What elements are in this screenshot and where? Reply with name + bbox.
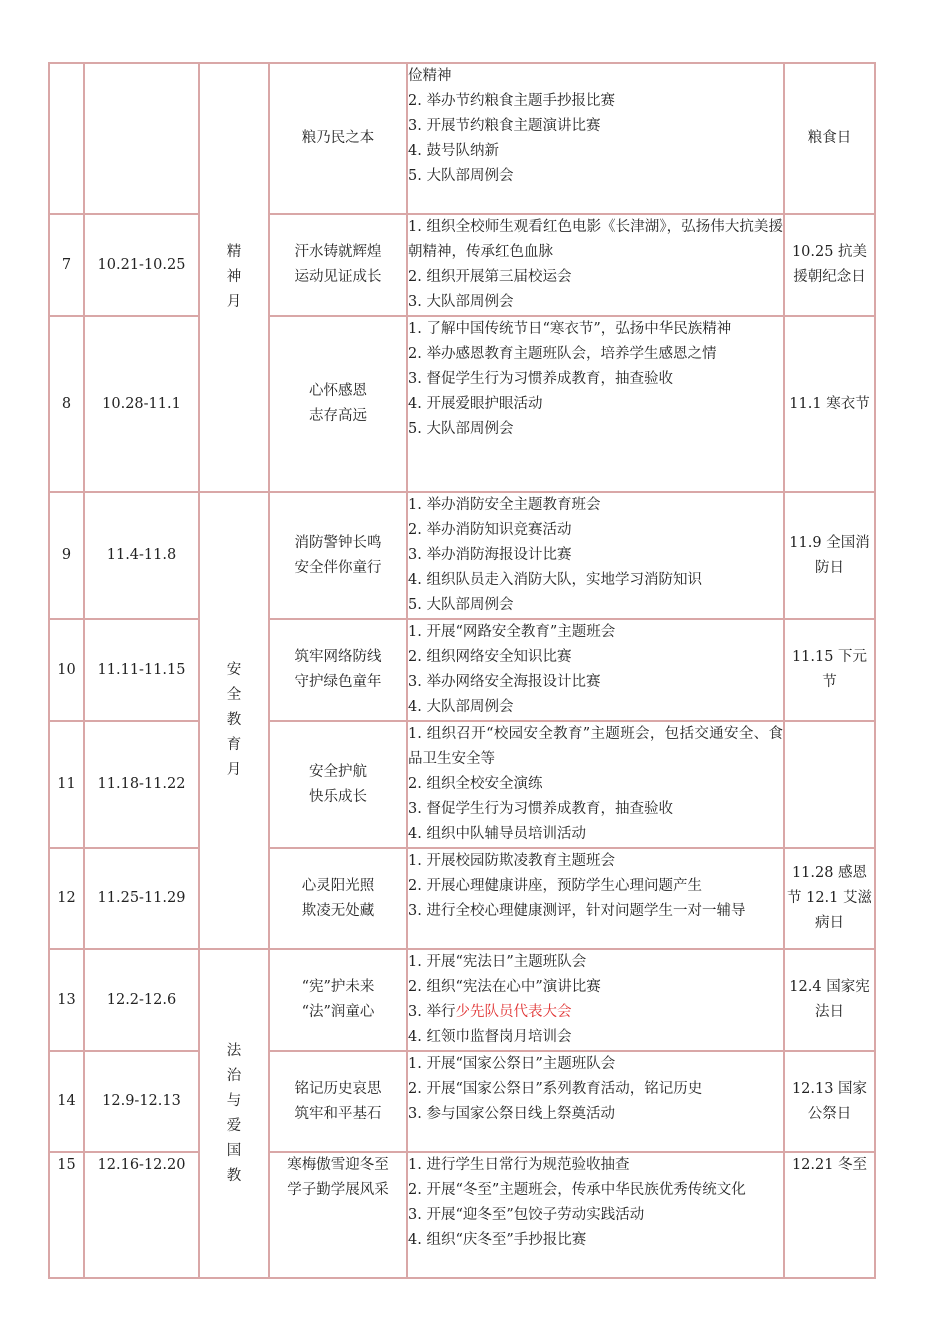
- activity-item: 5. 大队部周例会: [408, 421, 514, 437]
- table-row: [49, 949, 875, 1051]
- table-row: [49, 214, 875, 316]
- festival-cell: 12.4 国家宪法日: [784, 949, 875, 1051]
- month-char: 全: [226, 687, 242, 703]
- activity-item: 4. 红领巾监督岗月培训会: [408, 1029, 572, 1045]
- activity-item: 3. 举办消防海报设计比赛: [408, 547, 572, 563]
- date-range: 11.25-11.29: [84, 848, 199, 949]
- month-char: 神: [226, 269, 242, 285]
- festival-cell: 11.1 寒衣节: [784, 316, 875, 492]
- month-char: 治: [226, 1067, 242, 1084]
- festival-cell: 12.21 冬至: [784, 1152, 875, 1278]
- activity-theme: [269, 492, 407, 619]
- highlighted-text: 少先队员代表大会: [455, 1004, 572, 1020]
- month-char: 教: [226, 712, 242, 728]
- activity-theme: [269, 63, 407, 214]
- table-row: [49, 492, 875, 619]
- month-char: 国: [226, 1142, 242, 1159]
- month-char: 法: [226, 1042, 242, 1059]
- activity-theme: [269, 1152, 407, 1278]
- week-number: [49, 63, 84, 214]
- festival-cell: [784, 721, 875, 848]
- activity-item: 1. 开展“国家公祭日”主题班队会: [408, 1056, 616, 1072]
- date-range: 10.28-11.1: [84, 316, 199, 492]
- activity-item: 1. 举办消防安全主题教育班会: [408, 497, 601, 513]
- activity-theme: [269, 949, 407, 1051]
- theme-line: 快乐成长: [309, 788, 367, 805]
- activity-item: 3. 督促学生行为习惯养成教育，抽查验收: [408, 801, 673, 817]
- activity-item: 3. 督促学生行为习惯养成教育，抽查验收: [408, 371, 673, 387]
- table-row: [49, 848, 875, 949]
- activity-list: [407, 848, 784, 949]
- theme-line: 安全护航: [309, 763, 367, 780]
- activity-item: 3. 举办网络安全海报设计比赛: [408, 674, 601, 690]
- theme-line: 寒梅傲雪迎冬至: [287, 1157, 389, 1173]
- activity-item: 4. 开展爱眼护眼活动: [408, 396, 543, 412]
- activity-item: 3. 开展节约粮食主题演讲比赛: [408, 118, 601, 134]
- activity-schedule-table: [48, 62, 876, 1279]
- theme-line: 筑牢网络防线: [294, 649, 382, 665]
- theme-line: 心怀感恩: [309, 383, 367, 399]
- theme-line: 铭记历史哀思: [294, 1080, 382, 1097]
- week-number: 15: [49, 1152, 84, 1278]
- activity-item: 1. 组织全校师生观看红色电影《长津湖》，弘扬伟大抗美援朝精神，传承红色血脉: [408, 219, 783, 260]
- month-theme-spirit: [199, 63, 269, 492]
- week-number: 14: [49, 1051, 84, 1152]
- activity-item: 1. 开展“网路安全教育”主题班会: [408, 624, 616, 640]
- activity-item: 2. 开展“国家公祭日”系列教育活动，铭记历史: [408, 1081, 703, 1097]
- activity-item: 3. 进行全校心理健康测评，针对问题学生一对一辅导: [408, 903, 746, 919]
- month-char: 精: [226, 244, 242, 260]
- activity-item: 1. 开展校园防欺凌教育主题班会: [408, 853, 615, 869]
- week-number: 8: [49, 316, 84, 492]
- activity-item: 2. 开展“冬至”主题班会，传承中华民族优秀传统文化: [408, 1182, 746, 1198]
- theme-line: 安全伴你童行: [294, 559, 382, 576]
- festival-cell: 11.28 感恩节 12.1 艾滋病日: [784, 848, 875, 949]
- activity-theme: [269, 214, 407, 316]
- activity-list: [407, 619, 784, 721]
- date-range: 12.16-12.20: [84, 1152, 199, 1278]
- month-theme-law: [199, 949, 269, 1278]
- activity-list: [407, 492, 784, 619]
- theme-line: 运动见证成长: [294, 269, 382, 285]
- activity-item: 2. 举办感恩教育主题班队会，培养学生感恩之情: [408, 346, 717, 362]
- festival-cell: 10.25 抗美援朝纪念日: [784, 214, 875, 316]
- month-theme-safety: [199, 492, 269, 949]
- activity-item: 3. 大队部周例会: [408, 294, 514, 310]
- table-row: [49, 619, 875, 721]
- month-char: 爱: [226, 1117, 242, 1134]
- week-number: 12: [49, 848, 84, 949]
- activity-list: [407, 1152, 784, 1278]
- activity-prefix: 3. 举行: [408, 1004, 456, 1020]
- activity-theme: [269, 316, 407, 492]
- month-char: 月: [226, 294, 242, 310]
- activity-list: [407, 316, 784, 492]
- theme-line: “宪”护未来: [301, 979, 375, 995]
- activity-item: 4. 大队部周例会: [408, 699, 514, 715]
- activity-item: 5. 大队部周例会: [408, 168, 514, 184]
- theme-line: 汗水铸就辉煌: [294, 244, 382, 260]
- theme-line: “法”润童心: [301, 1004, 375, 1020]
- theme-line: 筑牢和平基石: [294, 1105, 382, 1122]
- festival-cell: 12.13 国家公祭日: [784, 1051, 875, 1152]
- table-row: [49, 1152, 875, 1278]
- activity-theme: [269, 619, 407, 721]
- activity-item: 4. 组织队员走入消防大队，实地学习消防知识: [408, 572, 702, 588]
- activity-item: 2. 组织开展第三届校运会: [408, 269, 572, 285]
- activity-item: 5. 大队部周例会: [408, 597, 514, 613]
- table-row: [49, 1051, 875, 1152]
- month-char: 月: [226, 762, 242, 778]
- activity-list: [407, 1051, 784, 1152]
- festival-cell: 11.9 全国消防日: [784, 492, 875, 619]
- activity-item: 3. 参与国家公祭日线上祭奠活动: [408, 1106, 615, 1122]
- month-char: 育: [226, 737, 242, 753]
- theme-line: 粮乃民之本: [301, 130, 375, 146]
- week-number: 7: [49, 214, 84, 316]
- activity-item: 2. 举办节约粮食主题手抄报比赛: [408, 93, 615, 109]
- activity-list: [407, 214, 784, 316]
- table-row: [49, 316, 875, 492]
- activity-item: 4. 组织“庆冬至”手抄报比赛: [408, 1232, 587, 1248]
- week-number: 13: [49, 949, 84, 1051]
- activity-list: [407, 949, 784, 1051]
- activity-item: 3. 开展“迎冬至”包饺子劳动实践活动: [408, 1207, 645, 1223]
- activity-item: 4. 鼓号队纳新: [408, 143, 499, 159]
- activity-item: 1. 开展“宪法日”主题班队会: [408, 954, 587, 970]
- date-range: 11.4-11.8: [84, 492, 199, 619]
- activity-item: 1. 进行学生日常行为规范验收抽查: [408, 1157, 630, 1173]
- activity-list: [407, 63, 784, 214]
- theme-line: 志存高远: [309, 408, 367, 424]
- date-range: 12.9-12.13: [84, 1051, 199, 1152]
- week-number: 11: [49, 721, 84, 848]
- activity-item: 1. 了解中国传统节日“寒衣节”，弘扬中华民族精神: [408, 321, 732, 337]
- month-char: 教: [226, 1167, 242, 1184]
- date-range: [84, 63, 199, 214]
- activity-item: 2. 举办消防知识竞赛活动: [408, 522, 572, 538]
- festival-cell: 11.15 下元节: [784, 619, 875, 721]
- month-char: 安: [226, 662, 242, 678]
- activity-theme: [269, 1051, 407, 1152]
- activity-item: [408, 1000, 783, 1025]
- activity-theme: [269, 848, 407, 949]
- table-row: [49, 63, 875, 214]
- festival-cell: 粮食日: [784, 63, 875, 214]
- date-range: 10.21-10.25: [84, 214, 199, 316]
- date-range: 12.2-12.6: [84, 949, 199, 1051]
- theme-line: 学子勤学展风采: [287, 1182, 389, 1198]
- theme-line: 心灵阳光照: [301, 877, 375, 894]
- activity-item: 4. 组织中队辅导员培训活动: [408, 826, 586, 842]
- activity-item: 1. 组织召开“校园安全教育”主题班会，包括交通安全、食品卫生安全等: [408, 726, 783, 767]
- activity-item: 2. 组织全校安全演练: [408, 776, 543, 792]
- table-row: [49, 721, 875, 848]
- activity-theme: [269, 721, 407, 848]
- activity-list: [407, 721, 784, 848]
- month-char: 与: [226, 1092, 242, 1109]
- activity-item: 俭精神: [408, 68, 452, 84]
- date-range: 11.11-11.15: [84, 619, 199, 721]
- activity-item: 2. 组织“宪法在心中”演讲比赛: [408, 979, 601, 995]
- theme-line: 消防警钟长鸣: [294, 534, 382, 551]
- activity-item: 2. 开展心理健康讲座，预防学生心理问题产生: [408, 878, 702, 894]
- week-number: 10: [49, 619, 84, 721]
- week-number: 9: [49, 492, 84, 619]
- theme-line: 欺凌无处藏: [301, 902, 375, 919]
- activity-item: 2. 组织网络安全知识比赛: [408, 649, 572, 665]
- theme-line: 守护绿色童年: [294, 674, 382, 690]
- date-range: 11.18-11.22: [84, 721, 199, 848]
